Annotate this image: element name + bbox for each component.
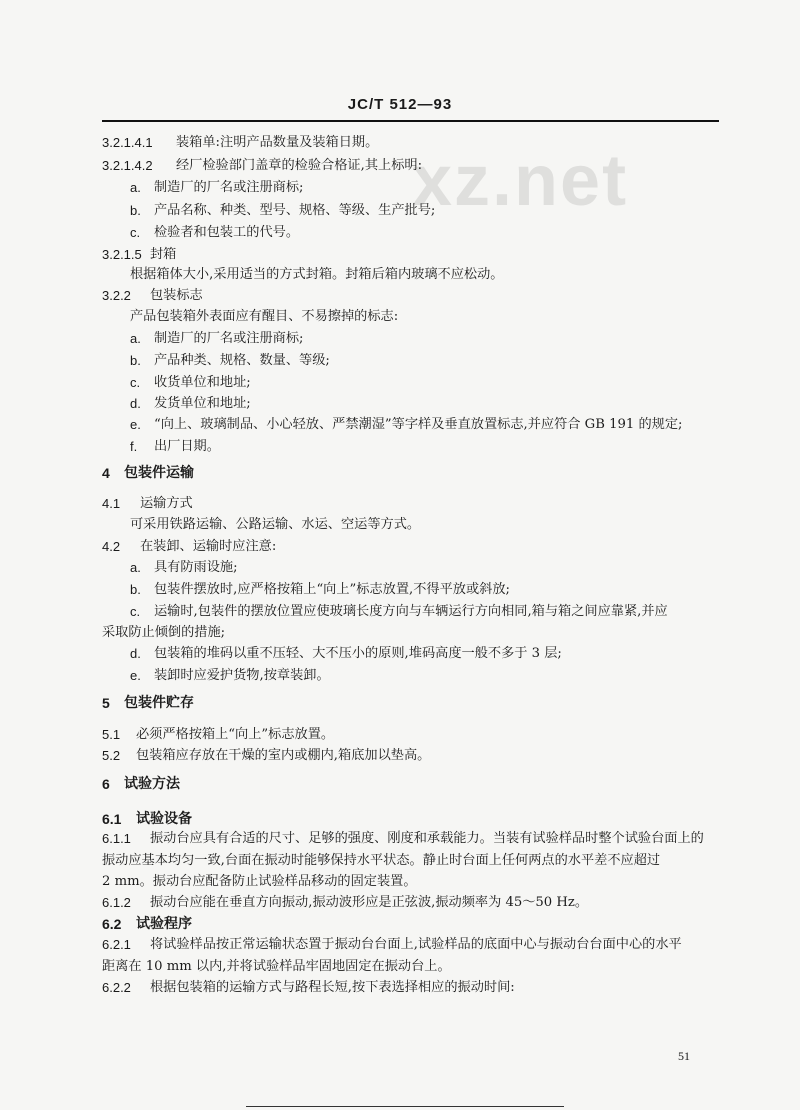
clause-text: 采取防止倾倒的措施; bbox=[102, 625, 226, 640]
clause-text: 包装件摆放时,应严格按箱上“向上”标志放置,不得平放或斜放; bbox=[154, 582, 510, 597]
clause-text: 振动台应能在垂直方向振动,振动波形应是正弦波,振动频率为 45～50 Hz。 bbox=[150, 895, 589, 910]
clause-number: c. bbox=[130, 604, 141, 619]
clause-number: 3.2.1.5 bbox=[102, 247, 142, 262]
clause-number: 5.1 bbox=[102, 727, 121, 742]
clause-text: 出厂日期。 bbox=[154, 439, 220, 454]
clause-text: 经厂检验部门盖章的检验合格证,其上标明: bbox=[176, 158, 423, 173]
clause-text: 距离在 10 mm 以内,并将试验样品牢固地固定在振动台上。 bbox=[102, 959, 451, 974]
clause-number: b. bbox=[130, 203, 141, 218]
page-number: 51 bbox=[678, 1049, 690, 1063]
clause-number: c. bbox=[130, 225, 141, 240]
clause-number: 5 bbox=[102, 695, 110, 711]
watermark: xz.net bbox=[412, 141, 629, 221]
clause-text: 制造厂的厂名或注册商标; bbox=[154, 331, 304, 346]
clause-number: 6.2 bbox=[102, 916, 122, 932]
clause-number: 6.1 bbox=[102, 811, 122, 827]
clause-number: b. bbox=[130, 582, 141, 597]
clause-text: 装箱单:注明产品数量及装箱日期。 bbox=[176, 135, 379, 150]
clause-text: 检验者和包装工的代号。 bbox=[154, 225, 300, 240]
clause-number: 5.2 bbox=[102, 748, 121, 763]
clause-number: b. bbox=[130, 353, 141, 368]
clause-number: f. bbox=[130, 439, 138, 454]
clause-text: 产品种类、规格、数量、等级; bbox=[154, 353, 330, 368]
clause-text: 将试验样品按正常运输状态置于振动台台面上,试验样品的底面中心与振动台台面中心的水平 bbox=[150, 937, 682, 952]
clause-number: d. bbox=[130, 396, 141, 411]
clause-text: 包装箱的堆码以重不压轻、大不压小的原则,堆码高度一般不多于 3 层; bbox=[154, 646, 562, 661]
clause-text: 收货单位和地址; bbox=[154, 375, 251, 390]
clause-text: 可采用铁路运输、公路运输、水运、空运等方式。 bbox=[130, 517, 421, 532]
header-rule bbox=[102, 120, 719, 122]
clause-text: 具有防雨设施; bbox=[154, 560, 238, 575]
clause-text: 产品包装箱外表面应有醒目、不易擦掉的标志: bbox=[130, 309, 399, 324]
clause-number: 6.1.1 bbox=[102, 831, 131, 846]
clause-number: 6.1.2 bbox=[102, 895, 131, 910]
clause-text: 2 mm。振动台应配备防止试验样品移动的固定装置。 bbox=[102, 874, 417, 889]
clause-text: 运输方式 bbox=[140, 496, 193, 511]
clause-text: 制造厂的厂名或注册商标; bbox=[154, 180, 304, 195]
section-heading: 包装件贮存 bbox=[124, 695, 194, 711]
clause-text: 封箱 bbox=[150, 247, 177, 262]
clause-text: 振动应基本均匀一致,台面在振动时能够保持水平状态。静止时台面上任何两点的水平差不应超过 bbox=[102, 853, 661, 868]
clause-text: 振动台应具有合适的尺寸、足够的强度、刚度和承载能力。当装有试验样品时整个试验台面上的 bbox=[150, 831, 704, 846]
clause-number: c. bbox=[130, 375, 141, 390]
clause-text: 发货单位和地址; bbox=[154, 396, 251, 411]
clause-text: 运输时,包装件的摆放位置应使玻璃长度方向与车辆运行方向相同,箱与箱之间应靠紧,并应 bbox=[154, 604, 668, 619]
clause-text: 装卸时应爱护货物,按章装卸。 bbox=[154, 668, 330, 683]
clause-text: “向上、玻璃制品、小心轻放、严禁潮湿”等字样及垂直放置标志,并应符合 GB 191 的规定; bbox=[154, 417, 683, 432]
clause-number: 3.2.1.4.2 bbox=[102, 158, 153, 173]
clause-number: 3.2.2 bbox=[102, 288, 131, 303]
clause-number: a. bbox=[130, 180, 141, 195]
clause-text: 在装卸、运输时应注意: bbox=[140, 539, 277, 554]
clause-number: 4.1 bbox=[102, 496, 121, 511]
clause-number: a. bbox=[130, 560, 141, 575]
clause-text: 必须严格按箱上“向上”标志放置。 bbox=[136, 727, 335, 742]
clause-text: 根据包装箱的运输方式与路程长短,按下表选择相应的振动时间: bbox=[150, 980, 515, 995]
clause-text: 包装箱应存放在干燥的室内或棚内,箱底加以垫高。 bbox=[136, 748, 431, 763]
clause-text: 包装标志 bbox=[150, 288, 203, 303]
standard-code-header: JC/T 512—93 bbox=[347, 96, 453, 113]
clause-number: 6.2.1 bbox=[102, 937, 131, 952]
section-heading: 试验程序 bbox=[136, 916, 192, 932]
clause-number: e. bbox=[130, 668, 141, 683]
clause-text: 根据箱体大小,采用适当的方式封箱。封箱后箱内玻璃不应松动。 bbox=[130, 267, 504, 282]
clause-number: a. bbox=[130, 331, 141, 346]
section-heading: 试验设备 bbox=[136, 811, 192, 827]
clause-number: 3.2.1.4.1 bbox=[102, 135, 153, 150]
section-heading: 试验方法 bbox=[124, 776, 180, 792]
clause-number: 6 bbox=[102, 776, 110, 792]
clause-number: e. bbox=[130, 417, 141, 432]
clause-number: 6.2.2 bbox=[102, 980, 131, 995]
clause-number: 4.2 bbox=[102, 539, 121, 554]
section-heading: 包装件运输 bbox=[124, 465, 194, 481]
clause-number: d. bbox=[130, 646, 141, 661]
clause-text: 产品名称、种类、型号、规格、等级、生产批号; bbox=[154, 203, 436, 218]
footer-rule bbox=[246, 1106, 564, 1107]
clause-number: 4 bbox=[102, 465, 110, 481]
